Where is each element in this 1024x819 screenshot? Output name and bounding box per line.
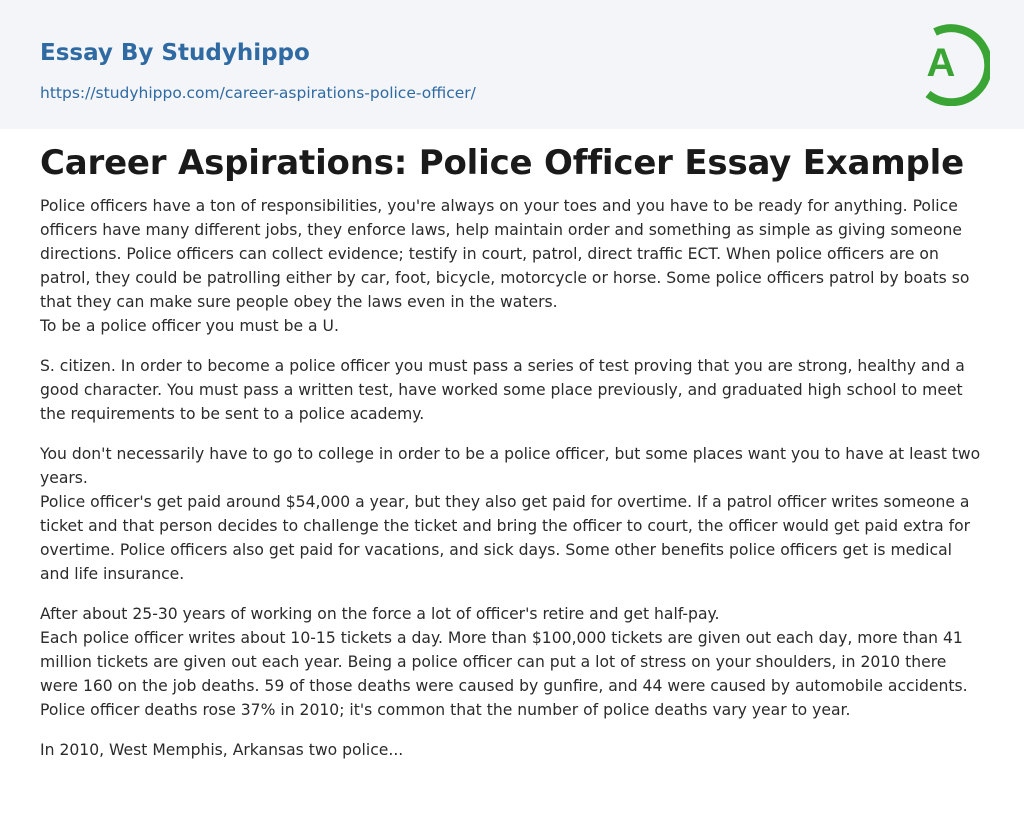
site-title[interactable]: Essay By Studyhippo (40, 40, 310, 66)
essay-text: To be a police officer you must be a U. (40, 317, 339, 335)
page-title: Career Aspirations: Police Officer Essay Example (40, 143, 964, 183)
essay-text: In 2010, West Memphis, Arkansas two police... (40, 741, 404, 759)
logo-letter: A (926, 41, 956, 85)
essay-paragraph (40, 354, 984, 426)
essay-paragraph (40, 194, 984, 338)
studyhippo-logo-icon[interactable] (910, 18, 990, 106)
site-header (0, 0, 1024, 129)
essay-paragraph (40, 602, 984, 722)
essay-paragraph (40, 442, 984, 586)
essay-body (40, 194, 984, 778)
essay-text: You don't necessarily have to go to college in order to be a police officer, but some places want you to have at least two years. (40, 445, 981, 487)
essay-url-link[interactable]: https://studyhippo.com/career-aspirations-police-officer/ (40, 84, 476, 102)
essay-text: After about 25-30 years of working on the force a lot of officer's retire and get half-pay. (40, 605, 720, 623)
essay-text: Police officer's get paid around $54,000 a year, but they also get paid for overtime. If a patrol officer writes someone a ticket and that person decides to challenge the ticket and bring the officer to court, the officer would get paid extra for overtime. Police officers also get paid for vacations, and sick days. Some other benefits police officers get is medical and life insurance. (40, 493, 971, 583)
essay-paragraph (40, 738, 984, 762)
essay-text: Each police officer writes about 10-15 tickets a day. More than $100,000 tickets are given out each day, more than 41 million tickets are given out each year. Being a police officer can put a lot of stress on your shoulders, in 2010 there were 160 on the job deaths. 59 of those deaths were caused by gunfire, and 44 were caused by automobile accidents. Police officer deaths rose 37% in 2010; it's common that the number of police deaths vary year to year. (40, 629, 968, 719)
essay-text: Police officers have a ton of responsibilities, you're always on your toes and you have to be ready for anything. Police officers have many different jobs, they enforce laws, help maintain order and something as simple as giving someone directions. Police officers can collect evidence; testify in court, patrol, direct traffic ECT. When police officers are on patrol, they could be patrolling either by car, foot, bicycle, motorcycle or horse. Some police officers patrol by boats so that they can make sure people obey the laws even in the waters. (40, 197, 970, 311)
essay-text: S. citizen. In order to become a police officer you must pass a series of test proving that you are strong, healthy and a good character. You must pass a written test, have worked some place previously, and graduated high school to meet the requirements to be sent to a police academy. (40, 357, 965, 423)
